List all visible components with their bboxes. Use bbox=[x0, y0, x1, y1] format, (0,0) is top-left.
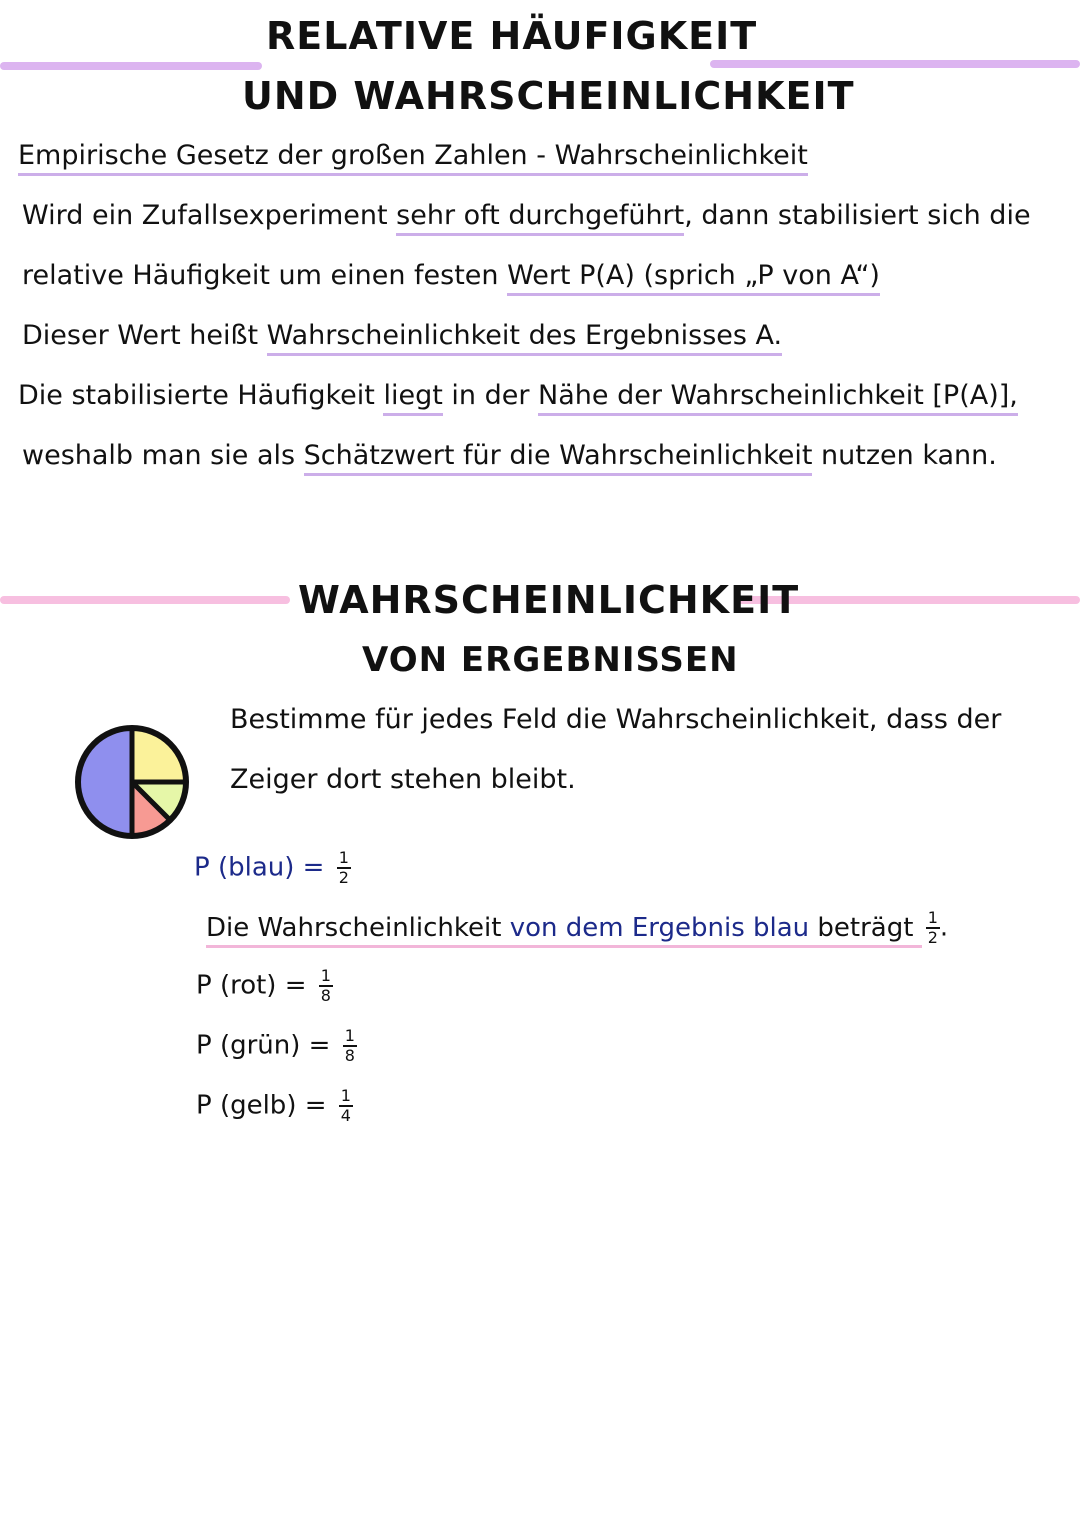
result-rot-numerator: 1 bbox=[320, 966, 331, 985]
line4-part-b: liegt bbox=[383, 380, 442, 416]
statement-numerator: 1 bbox=[927, 908, 938, 927]
statement-part-c: beträgt bbox=[809, 913, 922, 948]
line1-part-c: durchgeführt bbox=[500, 200, 684, 236]
spinner-wheel bbox=[72, 722, 192, 842]
result-blau-label: P (blau) = bbox=[194, 852, 325, 883]
result-rot-denominator: 8 bbox=[320, 986, 331, 1005]
result-gruen-numerator: 1 bbox=[344, 1026, 355, 1045]
line3-part-b: Wahrscheinlichkeit des Ergebnisses A. bbox=[267, 320, 782, 356]
section1-line-1 bbox=[22, 200, 1031, 231]
line5-part-a: weshalb man sie als bbox=[22, 440, 304, 471]
line1-part-d: , dann stabilisiert sich die bbox=[684, 200, 1031, 231]
section1-subheading bbox=[18, 140, 808, 171]
wheel-segment-blau bbox=[78, 728, 132, 836]
result-gruen-fraction bbox=[343, 1028, 357, 1064]
result-blau-numerator: 1 bbox=[338, 848, 349, 867]
task-line-2: Zeiger dort stehen bleibt. bbox=[230, 764, 576, 795]
line5-part-c: nutzen kann. bbox=[812, 440, 997, 471]
result-blau-fraction bbox=[337, 850, 351, 886]
result-gruen bbox=[196, 1028, 357, 1064]
statement-end: . bbox=[939, 912, 949, 943]
result-rot-label: P (rot) = bbox=[196, 970, 307, 1001]
section1-line-4 bbox=[18, 380, 1018, 411]
line4-part-d: Nähe der Wahrscheinlichkeit [P(A)], bbox=[538, 380, 1018, 416]
statement-part-a: Die Wahrscheinlichkeit bbox=[206, 913, 510, 948]
line2-part-a: relative Häufigkeit um einen festen bbox=[22, 260, 508, 291]
result-gelb-label: P (gelb) = bbox=[196, 1090, 327, 1121]
statement-denominator: 2 bbox=[927, 928, 938, 947]
line2-part-b: Wert P(A) (sprich „P von A“) bbox=[507, 260, 880, 296]
title-rule-right bbox=[710, 60, 1080, 68]
statement bbox=[206, 910, 948, 946]
result-blau-denominator: 2 bbox=[338, 868, 349, 887]
line4-part-a: Die stabilisierte Häufigkeit bbox=[18, 380, 384, 411]
result-gruen-label: P (grün) = bbox=[196, 1030, 331, 1061]
section1-title-line2: UND WAHRSCHEINLICHKEIT bbox=[242, 74, 855, 118]
title-rule-left bbox=[0, 62, 262, 70]
statement-part-b: von dem Ergebnis blau bbox=[510, 913, 809, 948]
task-line-1: Bestimme für jedes Feld die Wahrscheinlichkeit, dass der bbox=[230, 704, 1002, 735]
section1-line-5 bbox=[22, 440, 997, 471]
section1-title-line1: RELATIVE HÄUFIGKEIT bbox=[266, 14, 758, 58]
result-gelb bbox=[196, 1088, 353, 1124]
section1-line-2 bbox=[22, 260, 880, 291]
result-gelb-denominator: 4 bbox=[340, 1106, 351, 1125]
section2-rule-left bbox=[0, 596, 290, 604]
section1-line-3 bbox=[22, 320, 782, 351]
result-rot bbox=[196, 968, 333, 1004]
subheading-text: Empirische Gesetz der großen Zahlen - Wahrscheinlichkeit bbox=[18, 140, 808, 176]
result-gelb-fraction bbox=[339, 1088, 353, 1124]
line1-part-a: Wird ein Zufallsexperiment bbox=[22, 200, 397, 231]
result-gruen-denominator: 8 bbox=[344, 1046, 355, 1065]
section2-title-line2: VON ERGEBNISSEN bbox=[362, 640, 739, 680]
line4-part-c: in der bbox=[442, 380, 539, 411]
result-gelb-numerator: 1 bbox=[340, 1086, 351, 1105]
line5-part-b: Schätzwert für die Wahrscheinlichkeit bbox=[304, 440, 813, 476]
statement-fraction bbox=[926, 910, 940, 946]
result-rot-fraction bbox=[319, 968, 333, 1004]
line1-part-b: sehr oft bbox=[396, 200, 500, 236]
line3-part-a: Dieser Wert heißt bbox=[22, 320, 267, 351]
section2-title-line1: WAHRSCHEINLICHKEIT bbox=[298, 578, 800, 622]
result-blau bbox=[194, 850, 351, 886]
